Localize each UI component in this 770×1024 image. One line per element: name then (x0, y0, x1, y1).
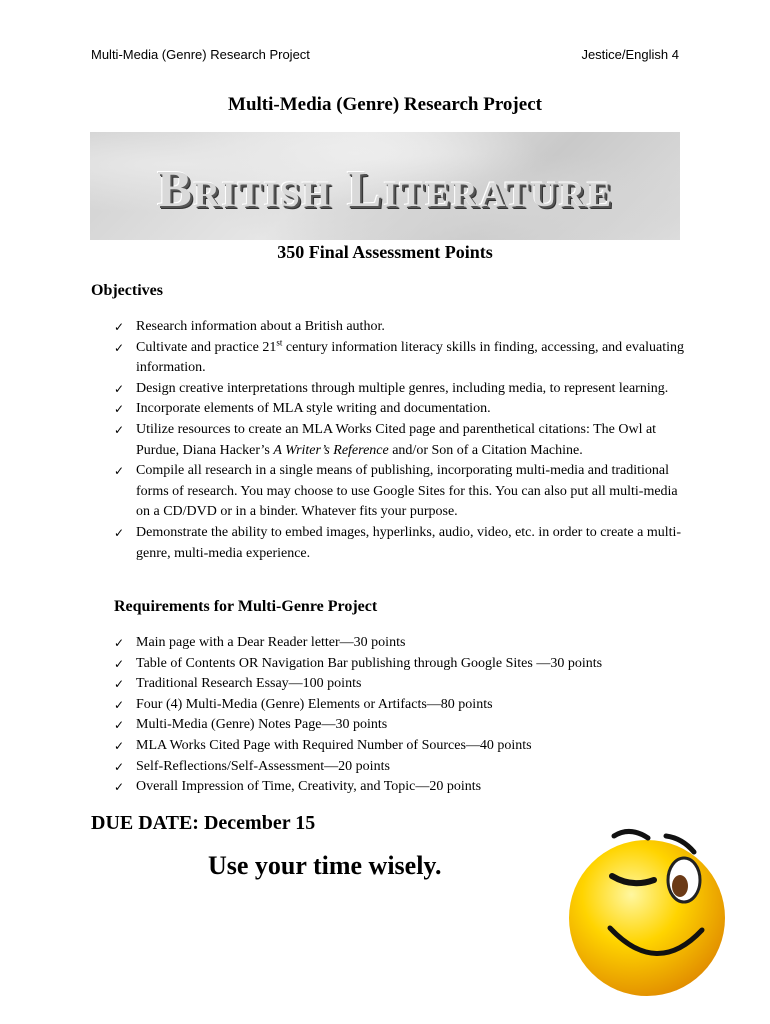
list-item: ✓ MLA Works Cited Page with Required Number of Sources—40 points (114, 736, 688, 757)
checkmark-icon: ✓ (114, 320, 125, 334)
british-literature-banner (90, 132, 680, 240)
checkmark-icon: ✓ (114, 636, 125, 650)
objectives-list (114, 317, 688, 564)
list-item: ✓ Demonstrate the ability to embed images, hyperlinks, audio, video, etc. in order to create a multi-genre, multi-media experience. (114, 524, 682, 561)
requirements-list (114, 633, 688, 798)
checkmark-icon: ✓ (114, 738, 125, 753)
checkmark-icon: ✓ (114, 402, 125, 417)
list-item: ✓ Traditional Research Essay—100 points (114, 674, 688, 695)
checkmark-icon: ✓ (114, 718, 125, 733)
checkmark-icon: ✓ (114, 464, 125, 479)
closing-line: Use your time wisely. (208, 851, 442, 880)
checkmark-icon: ✓ (114, 780, 125, 795)
checkmark-icon: ✓ (114, 525, 125, 540)
header-right: Jestice/English 4 (581, 47, 679, 62)
list-item: ✓ Four (4) Multi-Media (Genre) Elements or Artifacts—80 points (114, 695, 688, 716)
checkmark-icon: ✓ (114, 422, 125, 437)
objectives-heading: Objectives (91, 282, 163, 299)
list-item: ✓ Overall Impression of Time, Creativity, and Topic—20 points (114, 777, 688, 798)
checkmark-icon: ✓ (114, 759, 125, 774)
list-item: ✓ Utilize resources to create an MLA Works Cited page and parenthetical citations: The Owl at Purdue, Diana Hacker’s A Writer’s Reference and/or Son of a Citation Machine. (114, 421, 657, 458)
checkmark-icon: ✓ (114, 656, 125, 671)
list-item: ✓ Cultivate and practice 21st century information literacy skills in finding, accessing, and evaluating information. (114, 336, 684, 376)
list-item: ✓ Research information about a British author. (114, 317, 688, 338)
checkmark-icon: ✓ (114, 677, 125, 692)
banner-text: British Literature (157, 161, 613, 218)
winking-smiley-icon (562, 808, 732, 998)
list-item: ✓ Table of Contents OR Navigation Bar publishing through Google Sites —30 points (114, 654, 688, 675)
list-item: ✓ Design creative interpretations through multiple genres, including media, to represent learning. (114, 379, 688, 400)
list-item: ✓ Multi-Media (Genre) Notes Page—30 points (114, 715, 688, 736)
page-header (91, 47, 679, 62)
document-title: Multi-Media (Genre) Research Project (228, 94, 542, 115)
list-item: ✓ Incorporate elements of MLA style writing and documentation. (114, 399, 688, 420)
requirements-heading: Requirements for Multi-Genre Project (114, 598, 378, 615)
checkmark-icon: ✓ (114, 697, 125, 712)
due-date: DUE DATE: December 15 (91, 812, 316, 834)
assessment-points-heading: 350 Final Assessment Points (277, 242, 493, 262)
header-left: Multi-Media (Genre) Research Project (91, 47, 310, 62)
list-item: ✓ Self-Reflections/Self-Assessment—20 points (114, 757, 688, 778)
list-item: ✓ Compile all research in a single means of publishing, incorporating multi-media and traditional forms of research. You may choose to use Google Sites for this. You can also put all multi-media on a CD/DVD or in a binder. Whatever fits your purpose. (114, 463, 678, 520)
checkmark-icon: ✓ (114, 381, 125, 396)
checkmark-icon: ✓ (114, 340, 125, 355)
list-item: ✓ Main page with a Dear Reader letter—30 points (114, 633, 688, 654)
